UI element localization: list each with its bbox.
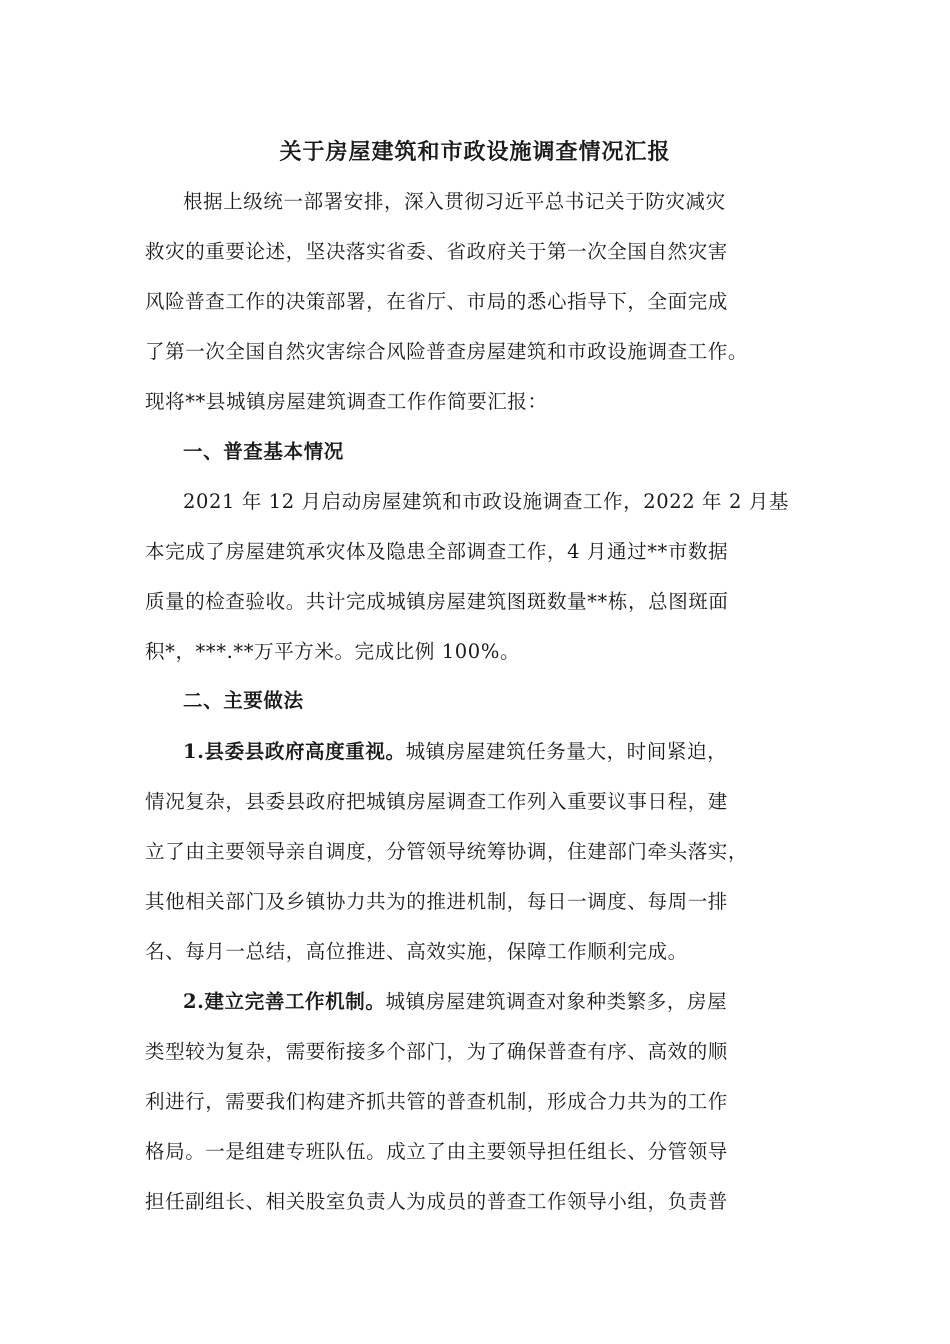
item1-line: 立了由主要领导亲自调度，分管领导统筹协调，住建部门牵头落实， bbox=[145, 840, 749, 863]
item1-line: 名、每月一总结，高位推进、高效实施，保障工作顺利完成。 bbox=[145, 940, 688, 963]
item2-line: 利进行，需要我们构建齐抓共管的普查机制，形成合力共为的工作 bbox=[145, 1090, 728, 1113]
item2-first-rest: 城镇房屋建筑调查对象种类繁多，房屋 bbox=[385, 990, 728, 1013]
section1-line: 2021 年 12 月启动房屋建筑和市政设施调查工作，2022 年 2 月基 bbox=[183, 490, 789, 513]
item1-first-line bbox=[183, 737, 727, 767]
document-title: 关于房屋建筑和市政设施调查情况汇报 bbox=[279, 139, 671, 165]
item2-first-line bbox=[183, 987, 727, 1017]
intro-line: 现将**县城镇房屋建筑调查工作作简要汇报： bbox=[145, 390, 548, 413]
item1-first-rest: 城镇房屋建筑任务量大，时间紧迫， bbox=[405, 740, 728, 763]
item2-line: 格局。一是组建专班队伍。成立了由主要领导担任组长、分管领导 bbox=[145, 1140, 728, 1163]
section1-line: 质量的检查验收。共计完成城镇房屋建筑图斑数量**栋，总图斑面 bbox=[145, 590, 729, 613]
intro-line: 救灾的重要论述，坚决落实省委、省政府关于第一次全国自然灾害 bbox=[145, 240, 728, 263]
intro-line: 了第一次全国自然灾害综合风险普查房屋建筑和市政设施调查工作。 bbox=[145, 340, 749, 363]
item2-line: 担任副组长、相关股室负责人为成员的普查工作领导小组，负责普 bbox=[145, 1190, 728, 1213]
section1-line: 本完成了房屋建筑承灾体及隐患全部调查工作，4 月通过**市数据 bbox=[145, 540, 729, 563]
item1-line: 情况复杂，县委县政府把城镇房屋调查工作列入重要议事日程，建 bbox=[145, 790, 728, 813]
section-heading: 二、主要做法 bbox=[183, 689, 304, 712]
item2-line: 类型较为复杂，需要衔接多个部门，为了确保普查有序、高效的顺 bbox=[145, 1040, 728, 1063]
item1-line: 其他相关部门及乡镇协力共为的推进机制，每日一调度、每周一排 bbox=[145, 890, 728, 913]
section1-line: 积*，***.**万平方米。完成比例 100%。 bbox=[145, 640, 521, 663]
section-heading: 一、普查基本情况 bbox=[183, 440, 344, 463]
item2-lead: 2.建立完善工作机制。 bbox=[183, 990, 386, 1013]
intro-line: 根据上级统一部署安排，深入贯彻习近平总书记关于防灾减灾 bbox=[183, 190, 726, 213]
item1-lead: 1.县委县政府高度重视。 bbox=[183, 740, 406, 763]
intro-line: 风险普查工作的决策部署，在省厅、市局的悉心指导下，全面完成 bbox=[145, 290, 728, 313]
